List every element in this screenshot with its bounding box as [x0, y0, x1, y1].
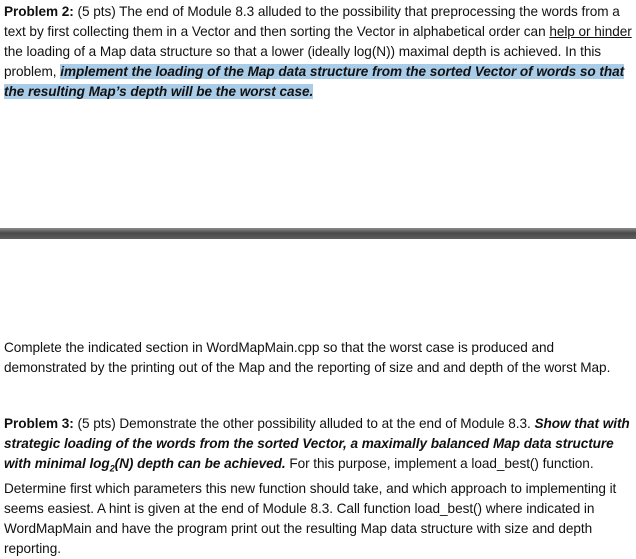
- problem2-paragraph: [0, 2, 636, 102]
- page-bottom-section: [0, 338, 636, 378]
- problem3-paragraph: [0, 414, 636, 559]
- problem3-emphasis-b: (N) depth can be achieved.: [114, 456, 286, 471]
- problem2-heading: Problem 2:: [4, 4, 74, 19]
- problem2-highlighted-text: implement the loading of the Map data structure from the sorted Vector of words so that the resulting Map’s depth will be the worst case.: [4, 64, 625, 99]
- problem3-emphasis-a: Show that with strategic loading of the words from the sorted Vector, a maximally balanced Map data structure with minimal log: [4, 416, 630, 471]
- page-break-divider: [0, 228, 636, 239]
- problem2-text-start: (5 pts) The end of Module 8.3 alluded to the possibility that preprocessing the words from a text by first collecting them in a Vector and then sorting the Vector in alphabetical order can: [4, 4, 620, 39]
- problem2-underlined-text: help or hinder: [549, 24, 632, 39]
- problem2-text-middle: the loading of a Map data structure so that a lower (ideally log(N)) maximal depth is achieved. In this problem,: [4, 44, 602, 79]
- problem3-subscript: 2: [109, 463, 115, 474]
- problem3-heading: Problem 3:: [4, 416, 74, 431]
- page-top-section: [0, 2, 636, 102]
- problem3-rest: For this purpose, implement a load_best() function. Determine first which parameters this new function should take, and which approach to implementing it seems easiest. A hint is given at the end of Module 8.3. Call function load_best() where indicated in WordMapMain and have the program print out the resulting Map data structure with size and depth reporting.: [4, 456, 617, 556]
- problem3-intro: (5 pts) Demonstrate the other possibility alluded to at the end of Module 8.3.: [73, 416, 535, 431]
- problem3-section: [0, 414, 636, 559]
- instructions-paragraph: Complete the indicated section in WordMapMain.cpp so that the worst case is produced and demonstrated by the printing out of the Map and the reporting of size and and depth of the worst Map.: [4, 340, 611, 375]
